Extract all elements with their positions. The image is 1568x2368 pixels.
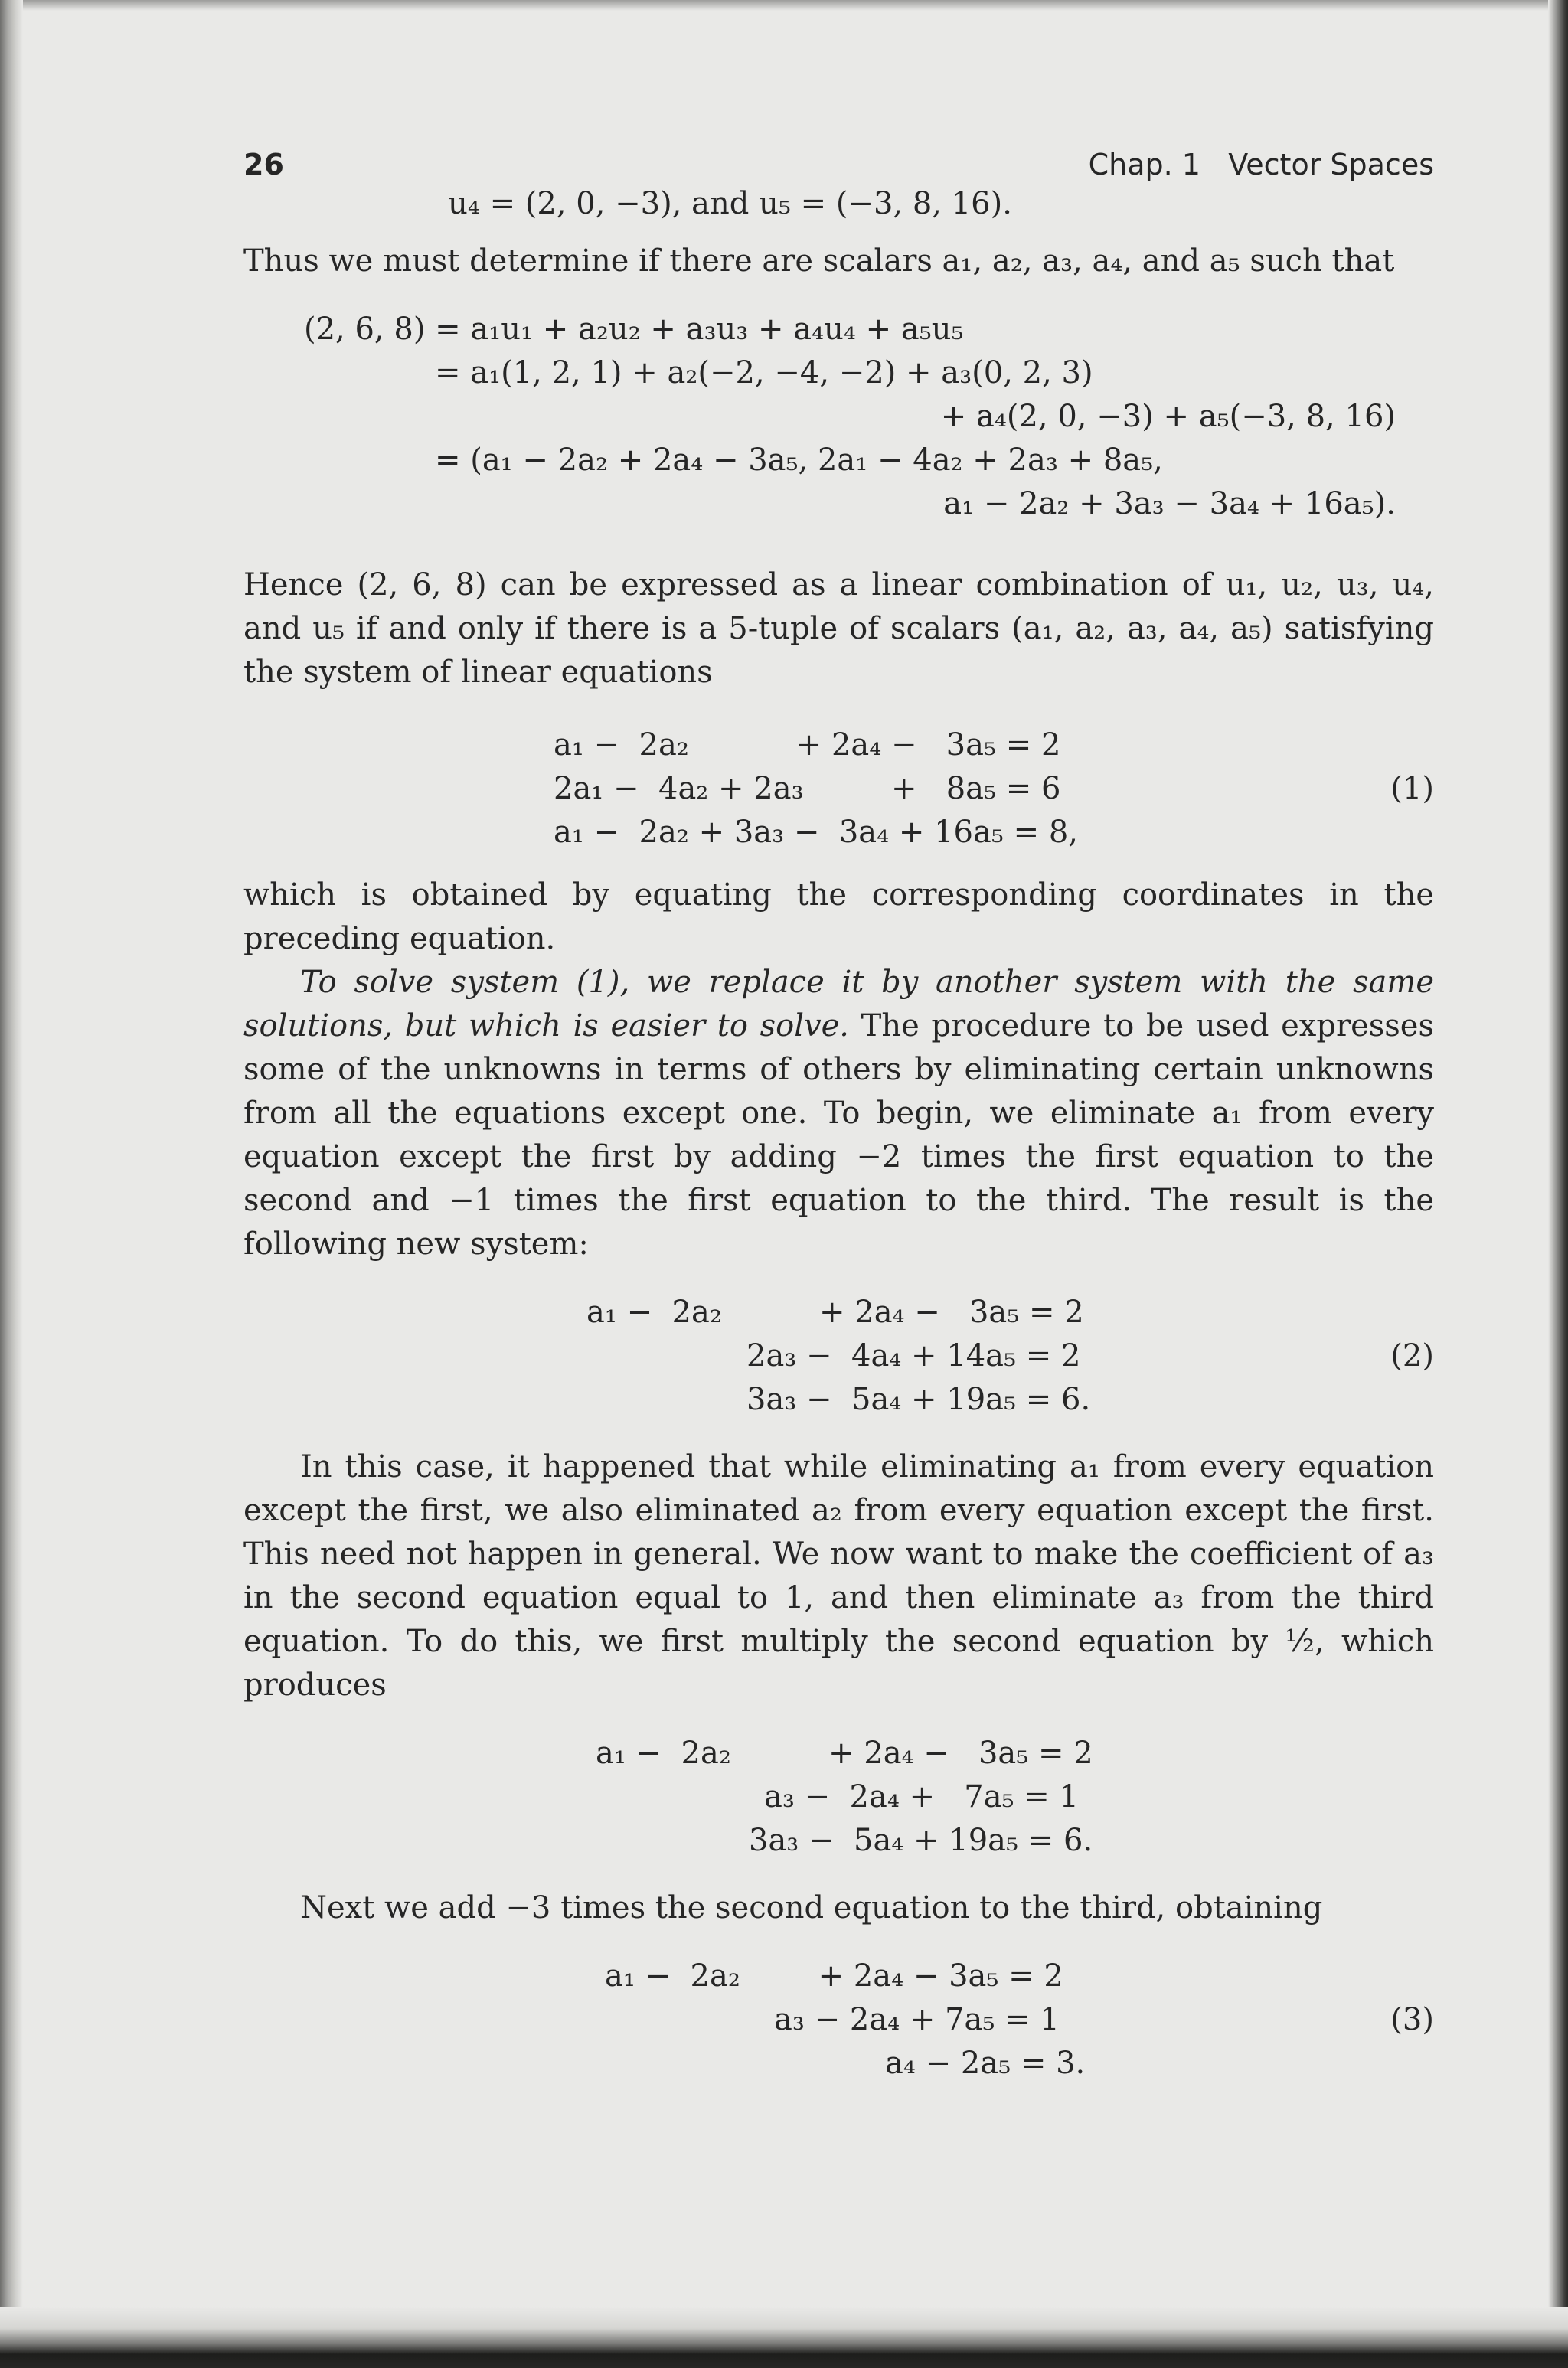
system-2 bbox=[243, 1291, 1434, 1436]
system-2b-row-1: a₁ − 2a₂ + 2a₄ − 3a₅ = 2 bbox=[596, 1736, 1093, 1771]
system-2-row-2: 2a₃ − 4a₄ + 14a₅ = 2 bbox=[746, 1338, 1081, 1373]
system-2-row-3: 3a₃ − 5a₄ + 19a₅ = 6. bbox=[746, 1382, 1091, 1417]
system-2-row-1: a₁ − 2a₂ + 2a₄ − 3a₅ = 2 bbox=[586, 1295, 1084, 1330]
page-number: 26 bbox=[243, 148, 284, 181]
procedure-emphasis: To solve system (1), we replace it by another system with the same solutions, but which is easier to solve. bbox=[243, 965, 1434, 1044]
paragraph-next-step: Next we add −3 times the second equation to the third, obtaining bbox=[300, 1890, 1323, 1925]
scan-edge-left bbox=[0, 0, 23, 2368]
paragraph-equating: which is obtained by equating the corresponding coordinates in the preceding equation. bbox=[243, 877, 1434, 956]
expansion-line-1: (2, 6, 8) = a₁u₁ + a₂u₂ + a₃u₃ + a₄u₄ + a₅u₅ bbox=[304, 312, 964, 347]
procedure-text: The procedure to be used expresses some of the unknowns in terms of others by eliminating certain unknowns from all the equations except one. To begin, we eliminate a₁ from every equation except the first by adding −2 times the first equation to the second and −1 times the first equation to the third. The result is the following new system: bbox=[243, 1008, 1434, 1262]
expansion-line-4: = (a₁ − 2a₂ + 2a₄ − 3a₅, 2a₁ − 4a₂ + 2a₃ + 8a₅, bbox=[435, 443, 1163, 478]
expansion-line-3: + a₄(2, 0, −3) + a₅(−3, 8, 16) bbox=[940, 399, 1396, 434]
system-1-row-3: a₁ − 2a₂ + 3a₃ − 3a₄ + 16a₅ = 8, bbox=[554, 815, 1078, 850]
system-2b bbox=[243, 1732, 1434, 1877]
paragraph-scalars: Thus we must determine if there are scalars a₁, a₂, a₃, a₄, and a₅ such that bbox=[243, 243, 1395, 279]
u4-u5-definition: u₄ = (2, 0, −3), and u₅ = (−3, 8, 16). bbox=[448, 186, 1012, 221]
paragraph-procedure bbox=[243, 961, 1434, 1266]
system-1 bbox=[243, 723, 1434, 869]
paragraph-linear-combination: Hence (2, 6, 8) can be expressed as a linear combination of u₁, u₂, u₃, u₄, and u₅ if and only if there is a 5-tuple of scalars (a₁, a₂, a₃, a₄, a₅) satisfying the system of linear equations bbox=[243, 567, 1434, 690]
vector-definitions bbox=[243, 182, 1434, 226]
page-body bbox=[243, 138, 1434, 2100]
system-1-label: (1) bbox=[1390, 771, 1434, 806]
chapter-number: Chap. 1 bbox=[1088, 148, 1200, 181]
scan-edge-right bbox=[1548, 0, 1568, 2368]
system-2-label: (2) bbox=[1390, 1338, 1434, 1373]
system-1-row-1: a₁ − 2a₂ + 2a₄ − 3a₅ = 2 bbox=[554, 727, 1061, 763]
scan-edge-top bbox=[0, 0, 1568, 11]
expansion-equation bbox=[243, 308, 1434, 560]
system-3-label: (3) bbox=[1390, 2002, 1434, 2037]
expansion-line-2: = a₁(1, 2, 1) + a₂(−2, −4, −2) + a₃(0, 2, 3) bbox=[435, 355, 1093, 390]
expansion-line-5: a₁ − 2a₂ + 3a₃ − 3a₄ + 16a₅). bbox=[943, 486, 1396, 521]
system-1-row-2: 2a₁ − 4a₂ + 2a₃ + 8a₅ = 6 bbox=[554, 771, 1061, 806]
system-3-row-3: a₄ − 2a₅ = 3. bbox=[885, 2046, 1086, 2081]
system-3-row-2: a₃ − 2a₄ + 7a₅ = 1 bbox=[774, 2002, 1060, 2037]
system-3-row-1: a₁ − 2a₂ + 2a₄ − 3a₅ = 2 bbox=[605, 1958, 1063, 1994]
system-3 bbox=[243, 1955, 1434, 2100]
system-2b-row-2: a₃ − 2a₄ + 7a₅ = 1 bbox=[764, 1779, 1079, 1814]
paragraph-elimination: In this case, it happened that while eliminating a₁ from every equation except the first, we also eliminated a₂ from every equation except the first. This need not happen in general. We now want to make the coefficient of a₃ in the second equation equal to 1, and then eliminate a₃ from the third equation. To do this, we first multiply the second equation by ½, which produces bbox=[243, 1449, 1434, 1703]
chapter-title: Vector Spaces bbox=[1228, 148, 1434, 181]
system-2b-row-3: 3a₃ − 5a₄ + 19a₅ = 6. bbox=[749, 1823, 1093, 1858]
scan-edge-bottom bbox=[0, 2307, 1568, 2368]
